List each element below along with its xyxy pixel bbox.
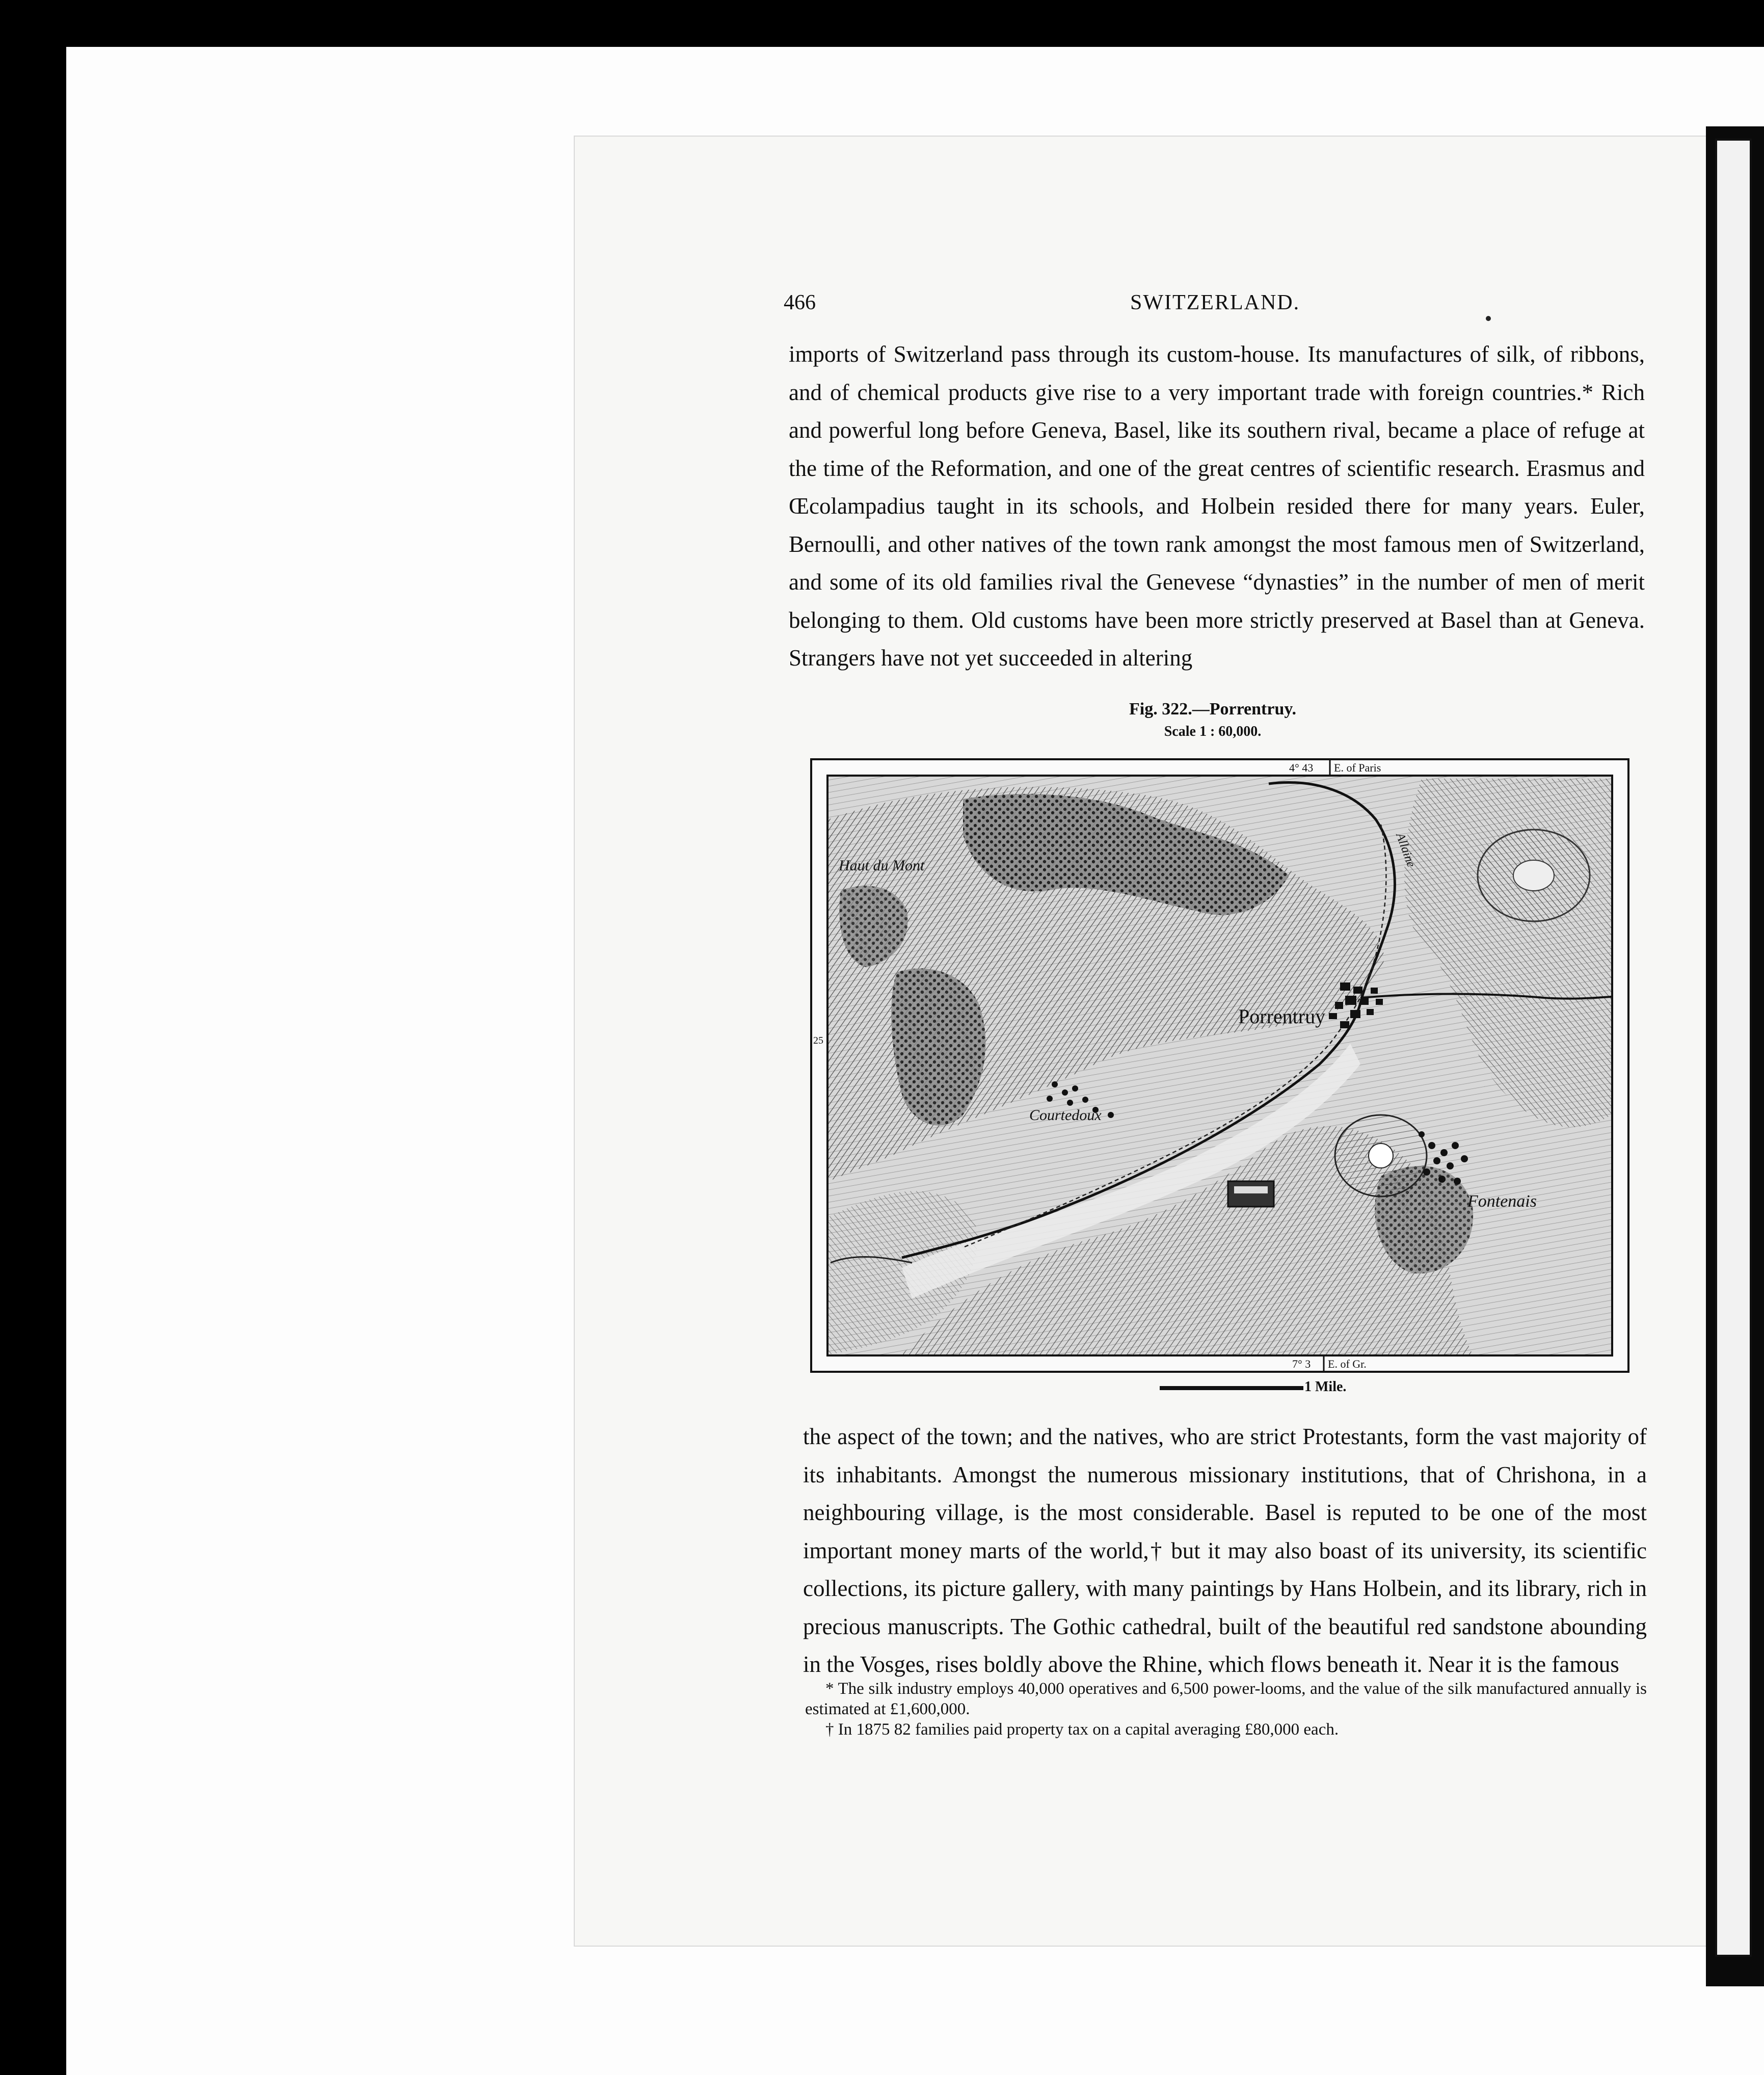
bottom-longitude: 7° 3 xyxy=(1292,1358,1311,1370)
map-label-porrentruy: Porrentruy xyxy=(1238,1005,1326,1028)
figure-scale: Scale 1 : 60,000. xyxy=(1164,724,1262,739)
paragraph-bottom: the aspect of the town; and the natives, who are strict Protestants, form the vast majority of its inhabitants. Amongst the numerous missionary institutions, that of Chrishona, in a neighbouring village, is the most considerable. Basel is reputed to be one of the most important money marts of the world,† but it may also boast of its university, its scientific collections, its picture gallery, with many paintings by Hans Holbein, and its library, rich in precious manuscripts. The Gothic cathedral, built of the beautiful red sandstone abounding in the Vosges, rises boldly above the Rhine, which flows beneath it. Near it is the famous xyxy=(803,1424,1647,1677)
running-title: SWITZERLAND. xyxy=(1130,291,1300,314)
body-text-bottom xyxy=(803,1418,1647,1684)
top-longitude: 4° 43 xyxy=(1289,761,1314,774)
figure-caption xyxy=(795,698,1631,743)
porrentruy-map xyxy=(810,758,1629,1373)
running-header xyxy=(784,290,1660,321)
figure-title: Fig. 322.—Porrentruy. xyxy=(1129,700,1296,719)
farm-buildings xyxy=(1228,1181,1274,1207)
footnote-1: * The silk industry employs 40,000 operatives and 6,500 power-looms, and the value of the silk manufactured annually is estimated at £1,600,000. xyxy=(805,1680,1647,1718)
scan-border-left xyxy=(0,47,20,2075)
page-number: 466 xyxy=(784,291,816,314)
scale-bar-line xyxy=(1160,1386,1303,1390)
map-label-fontenais: Fontenais xyxy=(1467,1192,1537,1211)
bottom-longitude-ref: E. of Gr. xyxy=(1328,1358,1367,1370)
map-scale-bar xyxy=(1160,1379,1414,1399)
paragraph-top: imports of Switzerland pass through its custom-house. Its manufactures of silk, of ribbons, and of chemical products give rise to a very important trade with foreign countries.* Rich and powerful long before Geneva, Basel, like its southern rival, became a place of refuge at the time of the Reformation, and one of the great centres of scientific research. Erasmus and Œcolampadius taught in its schools, and Holbein resided there for many years. Euler, Bernoulli, and other natives of the town rank amongst the most famous men of Switzerland, and some of its old families rival the Genevese “dynasties” in the number of men of merit belonging to them. Old customs have been more strictly preserved at Basel than at Geneva. Strangers have not yet succeeded in altering xyxy=(789,341,1645,671)
next-page-edge xyxy=(1706,126,1764,1986)
left-latitude: 25 xyxy=(813,1035,823,1046)
map-label-haut-du-mont: Haut du Mont xyxy=(839,857,925,874)
footnote-2: † In 1875 82 families paid property tax on a capital averaging £80,000 each. xyxy=(825,1720,1339,1739)
body-text-top xyxy=(789,335,1645,677)
scale-bar-label: 1 Mile. xyxy=(1304,1379,1347,1395)
top-longitude-ref: E. of Paris xyxy=(1334,761,1381,774)
map-label-allaine: Allaine xyxy=(1393,831,1418,869)
footnotes xyxy=(805,1679,1647,1740)
map-label-courtedoux: Courtedoux xyxy=(1029,1107,1102,1124)
